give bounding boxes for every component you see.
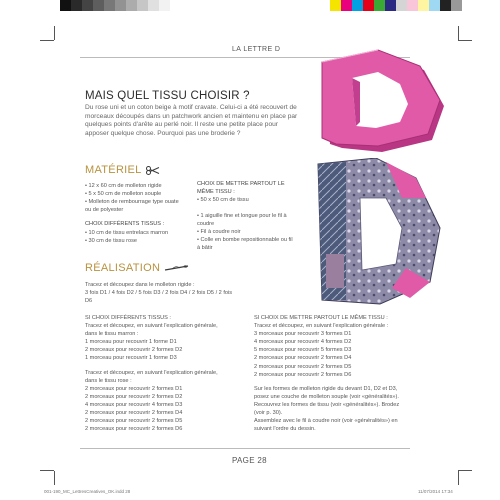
materiel-heading (85, 164, 160, 176)
text-line: Assemblez avec le fil à coudre noir (voir «généralités») en (254, 418, 398, 425)
text-line: Recouvrez les formes de tissu (voir «généralités»). Brodez (254, 401, 400, 408)
grayscale-color-bar (60, 0, 170, 11)
list-item: • Molleton de rembourrage type ouate ou de polyester (85, 198, 185, 214)
text-line: Tracez et découpez dans le molleton rigide : (85, 282, 195, 288)
realisation-left-column (85, 314, 218, 433)
materiel-list-left (85, 182, 185, 214)
text-line: 2 morceaux pour recouvrir 2 formes D6 (85, 426, 183, 433)
materiel-subhead-different: CHOIX DIFFÉRENTS TISSUS : (85, 221, 165, 227)
intro-paragraph: Du rose uni et un coton beige à motif cravate. Celui-ci a été recouvert de morceaux découpés dans un patchwork ancien et maintenu en place par quelques points d'arête au perlé noir. Il reste une petite place pour apposer quelque chose. Pourquoi pas une broderie ? (85, 104, 298, 137)
crop-mark (54, 471, 55, 485)
crop-mark (40, 470, 54, 471)
text-line: 2 morceaux pour recouvrir 2 formes D2 (85, 347, 183, 354)
list-item: • 30 cm de tissu rose (85, 237, 185, 245)
list-item: • 5 x 50 cm de molleton souple (85, 190, 185, 198)
text-line: posez une couche de molleton souple (voir «généralités»). (254, 393, 399, 400)
crop-mark (458, 26, 459, 40)
crop-mark (458, 470, 472, 471)
bottom-rule (80, 448, 410, 449)
text-line: 2 morceaux pour recouvrir 2 formes D2 (85, 393, 183, 400)
text-line: dans le tissu marron : (85, 331, 139, 338)
materiel-heading-label: MATÉRIEL (85, 164, 142, 176)
list-item: • 10 cm de tissu entrelacs marron (85, 229, 185, 237)
slug-file-info: 001-190_MC_LettresCreatives_OK.indd 28 (44, 489, 131, 494)
realisation-heading-label: RÉALISATION (85, 262, 161, 274)
materiel-list-right (197, 212, 297, 252)
realisation-intro (85, 281, 232, 305)
list-item: • Colle en bombe repositionnable ou fil à bâtir (197, 236, 297, 252)
slug-date-info: 11/07/2014 17:34 (418, 489, 453, 494)
crop-mark (40, 40, 54, 41)
text-line: 1 morceau pour recouvrir 1 forme D1 (85, 339, 177, 346)
materiel-sublist-left (85, 229, 185, 245)
text-line: 5 morceaux pour recouvrir 5 formes D3 (254, 347, 352, 354)
crop-mark (54, 26, 55, 40)
text-line: Tracez et découpez, en suivant l'explication générale, (85, 369, 218, 376)
crop-mark (458, 471, 459, 485)
page-number: PAGE 28 (232, 456, 267, 465)
text-line: 1 morceau pour recouvrir 1 forme D3 (85, 355, 177, 362)
materiel-subhead-same: CHOIX DE METTRE PARTOUT LE MÊME TISSU : (197, 181, 285, 195)
crop-mark (458, 40, 472, 41)
text-line: (voir p. 30). (254, 410, 283, 417)
scissors-icon (146, 166, 160, 175)
text-line: SI CHOIX DIFFÉRENTS TISSUS : (85, 315, 171, 321)
text-line: 2 morceaux pour recouvrir 2 formes D6 (254, 371, 352, 378)
text-line: 3 morceaux pour recouvrir 3 formes D1 (254, 331, 352, 338)
materiel-sublist-right (197, 196, 297, 204)
list-item: • 12 x 60 cm de molleton rigide (85, 182, 185, 190)
text-line: 4 morceaux pour recouvrir 4 formes D3 (85, 401, 183, 408)
patchwork-letter-d-image (306, 158, 456, 318)
text-line: Tracez et découpez, en suivant l'explication générale : (254, 323, 389, 330)
list-item: • 50 x 50 cm de tissu (197, 196, 297, 204)
text-line: 2 morceaux pour recouvrir 2 formes D1 (85, 385, 183, 392)
cmyk-color-bar (330, 0, 462, 11)
text-line: D6 (85, 298, 93, 305)
text-line: dans le tissu rose : (85, 377, 132, 384)
running-head: LA LETTRE D (232, 46, 281, 53)
text-line: 2 morceaux pour recouvrir 2 formes D5 (254, 363, 352, 370)
text-line: Sur les formes de molleton rigide du devant D1, D2 et D3, (254, 385, 398, 392)
realisation-heading (85, 262, 190, 274)
text-line: SI CHOIX DE METTRE PARTOUT LE MÊME TISSU : (254, 315, 388, 321)
text-line: 4 morceaux pour recouvrir 4 formes D2 (254, 339, 352, 346)
realisation-right-column (254, 314, 399, 433)
text-line: Tracez et découpez, en suivant l'explication générale, (85, 323, 218, 330)
text-line: suivant l'ordre du dessin. (254, 426, 316, 433)
text-line: 3 fois D1 / 4 fois D2 / 5 fois D3 / 2 fois D4 / 2 fois D5 / 2 fois (85, 290, 233, 297)
page-title: MAIS QUEL TISSU CHOISIR ? (85, 90, 250, 102)
text-line: 2 morceaux pour recouvrir 2 formes D4 (254, 355, 352, 362)
text-line: 2 morceaux pour recouvrir 2 formes D4 (85, 410, 183, 417)
needle-icon (164, 264, 190, 272)
text-line: 2 morceaux pour recouvrir 2 formes D5 (85, 418, 183, 425)
list-item: • 1 aiguille fine et longue pour le fil à coudre (197, 212, 297, 228)
list-item: • Fil à coudre noir (197, 228, 297, 236)
pink-letter-d-image (312, 48, 462, 158)
